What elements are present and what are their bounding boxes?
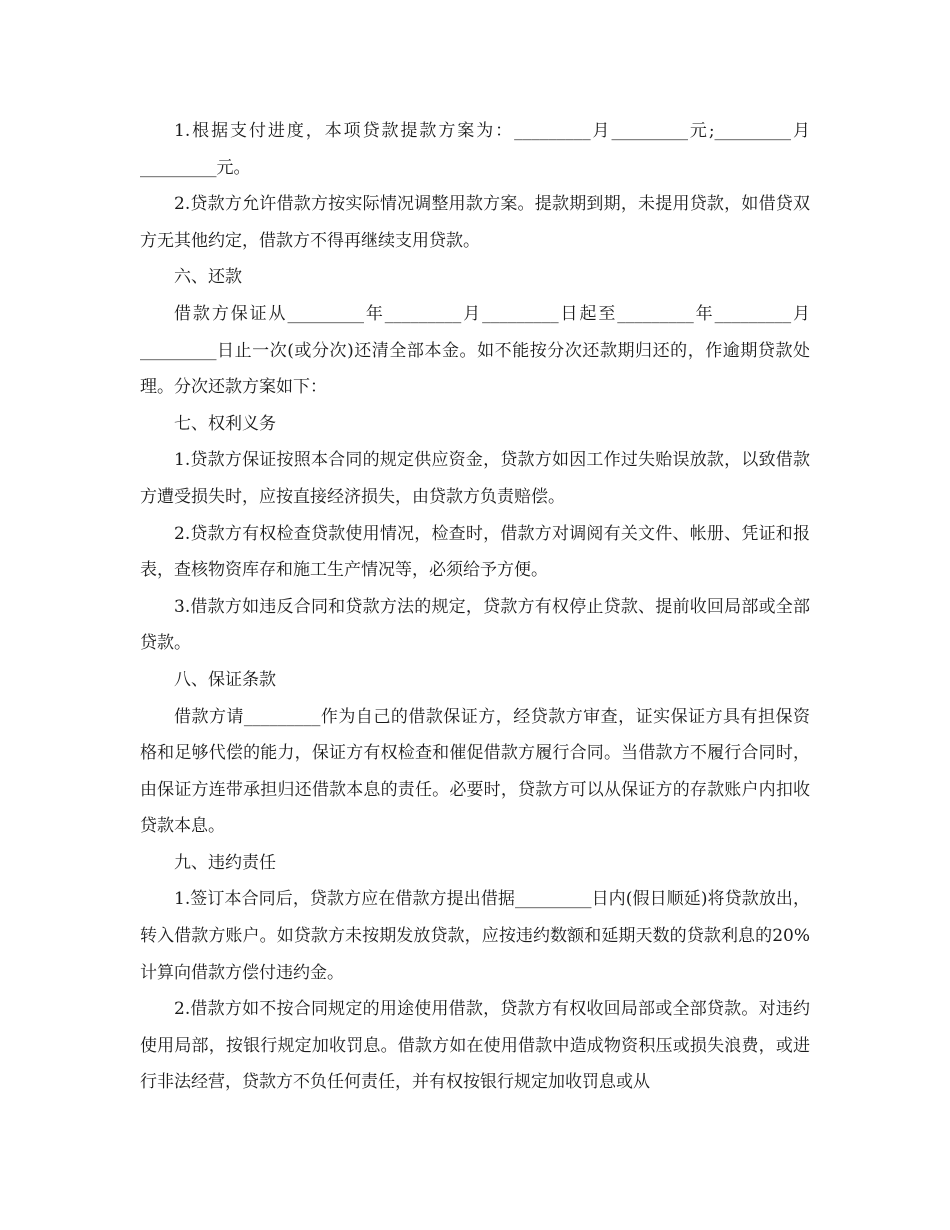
paragraph-lender-inspect: 2.贷款方有权检查贷款使用情况，检查时，借款方对调阅有关文件、帐册、凭证和报表，查核物资库存和施工生产情况等，必须给予方便。 [140, 523, 810, 581]
section-heading-repayment: 六、还款 [174, 267, 242, 288]
paragraph-lender-liability: 1.签订本合同后，贷款方应在借款方提出借据_________日内(假日顺延)将贷款放出，转入借款方账户。如贷款方未按期发放贷款，应按违约数额和延期天数的贷款利息的20%计算向借款方偿付违约金。 [140, 889, 810, 983]
section-heading-guarantee: 八、保证条款 [174, 669, 276, 690]
paragraph-borrower-liability: 2.借款方如不按合同规定的用途使用借款，贷款方有权收回局部或全部贷款。对违约使用局部，按银行规定加收罚息。借款方如在使用借款中造成物资积压或损失浪费，或进行非法经营，贷款方不负任何责任，并有权按银行规定加收罚息或从 [140, 999, 810, 1093]
section-heading-rights-obligations: 七、权利义务 [174, 413, 276, 434]
section-heading-liability: 九、违约责任 [174, 852, 276, 873]
paragraph-borrower-violation: 3.借款方如违反合同和贷款方法的规定，贷款方有权停止贷款、提前收回局部或全部贷款。 [140, 596, 810, 654]
paragraph-adjust-plan: 2.贷款方允许借款方按实际情况调整用款方案。提款期到期，未提用贷款，如借贷双方无其他约定，借款方不得再继续支用贷款。 [140, 194, 810, 251]
paragraph-repayment: 借款方保证从_________年_________月_________日起至_________年_________月_________日止一次(或分次)还清全部本金。如不能按分次还款期归还的，作逾期贷款处理。分次还款方案如下： [140, 303, 810, 398]
document-body [140, 113, 810, 1101]
paragraph-lender-supply: 1.贷款方保证按照本合同的规定供应资金，贷款方如因工作过失贻误放款，以致借款方遭受损失时，应按直接经济损失，由贷款方负责赔偿。 [140, 450, 810, 507]
paragraph-drawdown-plan: 1.根据支付进度，本项贷款提款方案为：_________月_________元;_________月_________元。 [140, 121, 810, 178]
paragraph-guarantee: 借款方请_________作为自己的借款保证方，经贷款方审查，证实保证方具有担保资格和足够代偿的能力，保证方有权检查和催促借款方履行合同。当借款方不履行合同时，由保证方连带承担归还借款本息的责任。必要时，贷款方可以从保证方的存款账户内扣收贷款本息。 [140, 706, 810, 837]
